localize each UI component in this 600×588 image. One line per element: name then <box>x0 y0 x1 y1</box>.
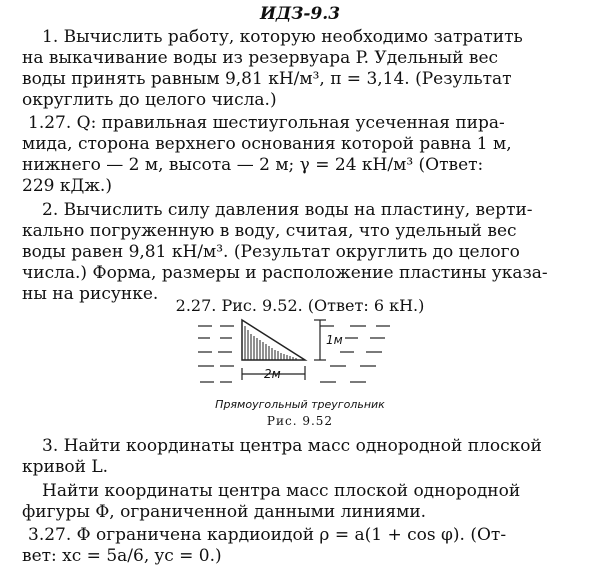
task2-line-2: кально погруженную в воду, считая, что удельный вес <box>22 221 517 241</box>
task3-extra-line-1: Найти координаты центра масс плоской однородной <box>42 481 521 501</box>
task1-variant-line-2: мида, сторона верхнего основания которой равна 1 м, <box>22 134 512 154</box>
task1-variant-line-3: нижнего — 2 м, высота — 2 м; γ = 24 кН/м³ (Ответ: <box>22 155 484 175</box>
task2-variant: 2.27. Рис. 9.52. (Ответ: 6 кН.) <box>175 296 425 315</box>
task1-line-1: 1. Вычислить работу, которую необходимо затратить <box>42 27 523 47</box>
figure-width-label: 2м <box>264 367 281 381</box>
task2-line-5: ны на рисунке. <box>22 284 159 304</box>
figure-plate-diagram <box>190 316 410 396</box>
figure-caption: Прямоугольный треугольник <box>215 398 385 411</box>
figure-height-label: 1м <box>326 333 343 347</box>
page-title: ИДЗ-9.3 <box>259 4 341 24</box>
task2-line-1: 2. Вычислить силу давления воды на пластину, верти- <box>42 200 533 220</box>
task2-line-4: числа.) Форма, размеры и расположение пластины указа- <box>22 263 548 283</box>
task3-variant-line-2: вет: xc = 5a/6, yc = 0.) <box>22 546 222 566</box>
task1-line-2: на выкачивание воды из резервуара P. Удельный вес <box>22 48 499 68</box>
task3-line-1: 3. Найти координаты центра масс однородной плоской <box>42 436 542 456</box>
figure-number: Рис. 9.52 <box>266 414 334 428</box>
task1-variant-line-4: 229 кДж.) <box>22 176 112 196</box>
task1-line-4: округлить до целого числа.) <box>22 90 277 110</box>
task1-variant-line-1: 1.27. Q: правильная шестиугольная усеченная пира- <box>28 113 505 133</box>
task1-line-3: воды принять равным 9,81 кН/м³, π = 3,14. (Результат <box>22 69 512 89</box>
task3-extra-line-2: фигуры Φ, ограниченной данными линиями. <box>22 502 427 522</box>
task3-variant-line-1: 3.27. Φ ограничена кардиоидой ρ = a(1 + cos φ). (От- <box>28 525 507 545</box>
task3-line-2: кривой L. <box>22 457 109 477</box>
task2-line-3: воды равен 9,81 кН/м³. (Результат округлить до целого <box>22 242 520 262</box>
